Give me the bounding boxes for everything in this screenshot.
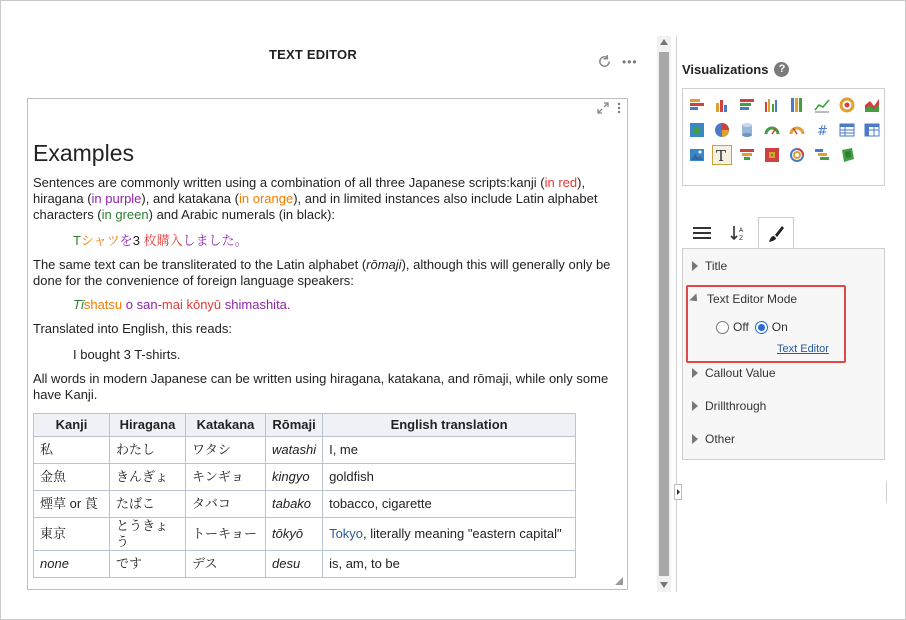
table-cell: デス [186,551,266,578]
table-cell: わたし [110,437,186,464]
kebab-menu-icon[interactable] [617,102,621,114]
donut-gauge-icon[interactable] [837,95,857,115]
kpi-gauge-icon[interactable] [787,120,807,140]
table-cell: 金魚 [34,464,110,491]
funnel-chart-icon[interactable] [737,145,757,165]
100-percent-column-chart-icon[interactable] [787,95,807,115]
rich-text-content[interactable] [33,139,623,578]
expand-arrow-icon [692,401,698,411]
resize-grip-icon[interactable] [615,577,623,585]
table-icon[interactable] [837,120,857,140]
filled-map-icon[interactable] [687,120,707,140]
table-cell: です [110,551,186,578]
sort-icon [730,225,746,241]
number-card-icon[interactable] [812,120,832,140]
section-title[interactable]: Title [692,259,727,273]
table-cell: kingyo [266,464,323,491]
paintbrush-icon [767,225,785,243]
text-editor-visual-icon[interactable] [712,145,732,165]
section-callout-value[interactable]: Callout Value [692,366,776,380]
section-drillthrough[interactable]: Drillthrough [692,399,766,413]
table-cell: is, am, to be [323,551,576,578]
image-visual-icon[interactable] [687,145,707,165]
scrollbar-thumb[interactable] [659,52,669,576]
radio-off[interactable] [716,321,729,334]
section-text-editor-mode[interactable]: Text Editor Mode [690,292,797,306]
svg-text:Z: Z [739,235,744,241]
scroll-up-arrow-icon[interactable] [660,39,668,45]
cylinder-chart-icon[interactable] [737,120,757,140]
table-cell: 東京 [34,518,110,551]
more-options-icon[interactable]: ••• [622,54,638,69]
tab-sort[interactable] [720,217,756,249]
visual-header-tools [597,54,638,69]
pie-chart-icon[interactable] [712,120,732,140]
text-editor-mode-options [716,320,788,334]
svg-text:A: A [739,227,744,234]
table-cell: トーキョー [186,518,266,551]
table-cell: I, me [323,437,576,464]
gauge-icon[interactable] [762,120,782,140]
expand-arrow-icon [692,434,698,444]
expand-arrow-icon [692,261,698,271]
header-hiragana: Hiragana [110,414,186,437]
content-heading: Examples [33,140,134,166]
panel-divider [676,36,677,592]
header-romaji: Rōmaji [266,414,323,437]
table-cell: とうきょう [110,518,186,551]
table-cell: none [34,551,110,578]
panel-tabs [682,217,885,249]
header-katakana: Katakana [186,414,266,437]
visualization-gallery [682,88,885,186]
radio-off-label: Off [733,320,749,334]
table-row [34,551,576,578]
area-chart-icon[interactable] [862,95,882,115]
matrix-icon[interactable] [862,120,882,140]
table-row [34,437,576,464]
table-cell: Tokyo, literally meaning "eastern capital" [323,518,576,551]
text-editor-link[interactable]: Text Editor [777,343,829,355]
table-cell: desu [266,551,323,578]
stacked-bar-chart-icon[interactable] [687,95,707,115]
waterfall-chart-icon[interactable] [812,145,832,165]
collapse-panel-toggle[interactable] [674,484,682,500]
table-row [34,464,576,491]
radial-chart-icon[interactable] [787,145,807,165]
custom-visual-icon[interactable] [837,145,857,165]
expand-arrow-icon [692,368,698,378]
svg-text:T: T [716,147,727,163]
table-row [34,518,576,551]
table-cell: 煙草 or 莨 [34,491,110,518]
fields-list-icon [693,226,711,240]
translation-example: I bought 3 T-shirts. [73,347,181,362]
collapse-arrow-icon [689,293,700,304]
vertical-scrollbar[interactable] [657,36,671,592]
tab-format[interactable] [758,217,794,250]
paragraph-translation: Translated into English, this reads: [33,321,232,336]
help-icon[interactable]: ? [774,62,789,77]
tokyo-link[interactable]: Tokyo [329,526,364,541]
refresh-icon[interactable] [597,54,612,69]
vocabulary-table [33,413,576,578]
table-cell: tobacco, cigarette [323,491,576,518]
table-cell: tōkyō [266,518,323,551]
treemap-icon[interactable] [762,145,782,165]
table-cell: たばこ [110,491,186,518]
stacked-column-chart-icon[interactable] [712,95,732,115]
page-title: TEXT EDITOR [269,47,357,62]
panel-edge-line [886,481,887,503]
table-cell: ワタシ [186,437,266,464]
table-cell: watashi [266,437,323,464]
svg-text:#: # [817,124,828,138]
table-cell: きんぎょ [110,464,186,491]
visualizations-title: Visualizations [682,62,769,77]
japanese-example: Tシャツを3 枚購入しました。 [73,233,248,248]
visualizations-header [682,62,789,77]
paragraph-romaji: The same text can be transliterated to the Latin alphabet (rōmaji), although this will generally only be done for the convenience of foreign language speakers: [33,257,611,288]
radio-on[interactable] [755,321,768,334]
radio-on-label: On [771,320,788,334]
table-cell: tabako [266,491,323,518]
text-editor-visual[interactable] [27,98,628,590]
expand-icon[interactable] [597,102,609,114]
clustered-bar-chart-icon[interactable] [737,95,757,115]
paragraph-words: All words in modern Japanese can be written using hiragana, katakana, and rōmaji, while only some have Kanji. [33,371,609,402]
header-kanji: Kanji [34,414,110,437]
table-cell: 私 [34,437,110,464]
scroll-down-arrow-icon[interactable] [660,582,668,588]
clustered-column-chart-icon[interactable] [762,95,782,115]
paragraph-scripts: Sentences are commonly written using a combination of all three Japanese scripts:kanji (in red), hiragana (in purple), and katakana (in orange), and in limited instances also include Latin alphabet characters (in green) and Arabic numerals (in black): [33,175,598,222]
romaji-example: Tīshatsu o san-mai kōnyū shimashita. [73,297,291,312]
visual-box-tools [597,102,621,114]
table-cell: タバコ [186,491,266,518]
section-other[interactable]: Other [692,432,735,446]
table-cell: キンギョ [186,464,266,491]
table-cell: goldfish [323,464,576,491]
table-header-row [34,414,576,437]
header-english: English translation [323,414,576,437]
line-chart-icon[interactable] [812,95,832,115]
table-row [34,491,576,518]
tab-fields[interactable] [684,217,720,249]
